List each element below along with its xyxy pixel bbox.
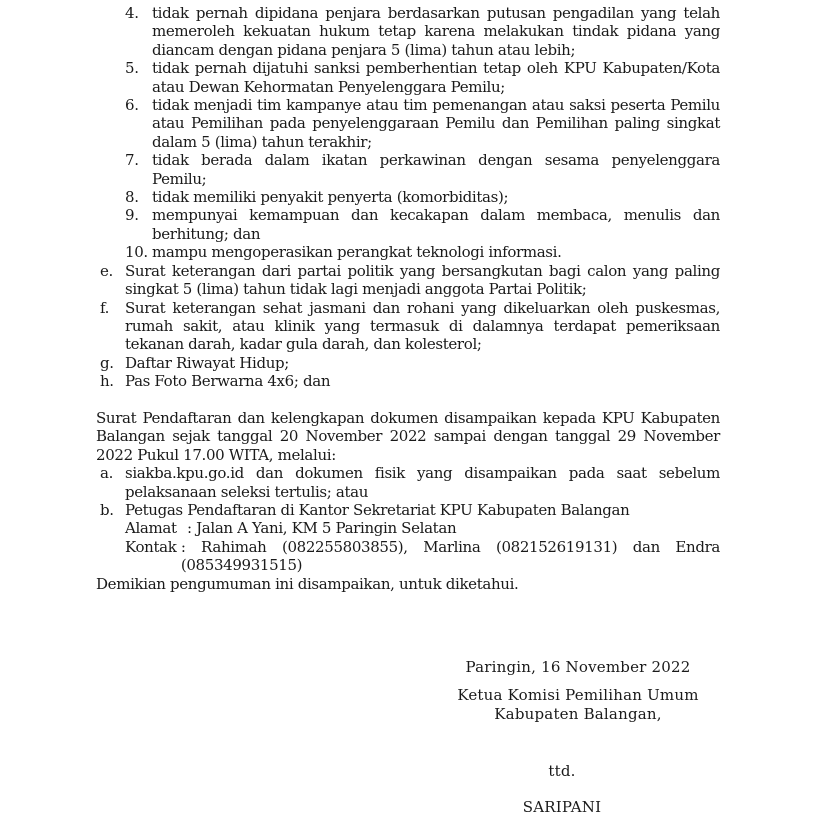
list-item [125,243,720,261]
item-text: Surat keterangan dari partai politik yang bersangkutan bagi calon yang paling singkat 5 (lima) tahun tidak lagi menjadi anggota Partai Politik; [125,261,720,299]
item-text: tidak memiliki penyakit penyerta (komorbiditas); [152,188,509,207]
item-letter: b. [100,500,114,519]
signature-place-date: Paringin, 16 November 2022 [465,658,691,676]
list-item [125,4,720,59]
item-letter: f. [100,298,110,317]
item-number: 5. [125,59,139,78]
signature-ttd: ttd. [548,762,576,780]
list-item [96,299,720,354]
item-text: tidak pernah dijatuhi sanksi pemberhentian tetap oleh KPU Kabupaten/Kota atau Dewan Kehormatan Penyelenggara Pemilu; [152,59,720,96]
contact-row [125,538,720,575]
address-row [125,519,720,537]
submission-intro: Surat Pendaftaran dan kelengkapan dokumen disampaikan kepada KPU Kabupaten Balangan sejak tanggal 20 November 2022 sampai dengan tanggal 29 November 2022 Pukul 17.00 WITA, melalui: [96,408,720,464]
list-item [125,206,720,243]
signature-title-line2: Kabupaten Balangan, [494,705,662,723]
signatory-name: SARIPANI [522,798,602,816]
documents-letter-list [96,262,720,391]
list-item [96,464,720,501]
list-item [125,96,720,151]
address-label: Alamat [125,519,177,538]
item-text: Pas Foto Berwarna 4x6; dan [125,372,331,391]
item-letter: g. [100,353,114,372]
contact-value: : Rahimah (082255803855), Marlina (082152619131) dan Endra (085349931515) [180,537,720,575]
address-value: : Jalan A Yani, KM 5 Paringin Selatan [187,519,457,538]
item-letter: h. [100,372,114,391]
list-item [125,59,720,96]
contact-label: Kontak [125,537,177,556]
item-text: Petugas Pendaftaran di Kantor Sekretariat KPU Kabupaten Balangan [125,500,630,519]
item-text: tidak menjadi tim kampanye atau tim pemenangan atau saksi peserta Pemilu atau Pemilihan pada penyelenggaraan Pemilu dan Pemilihan paling singkat dalam 5 (lima) tahun terakhir; [152,96,720,151]
submission-options-list [96,464,720,574]
spacer [96,391,720,409]
list-item [96,354,720,372]
item-number: 7. [125,151,139,170]
item-letter: e. [100,261,113,280]
list-item [125,188,720,206]
item-number: 8. [125,188,139,207]
item-number: 4. [125,4,139,22]
signature-title-line1: Ketua Komisi Pemilihan Umum [457,686,699,704]
item-text: mampu mengoperasikan perangkat teknologi informasi. [152,243,562,262]
item-letter: a. [100,464,114,483]
requirements-numbered-list [125,4,720,262]
list-item [96,372,720,390]
list-item [96,501,720,575]
list-item [96,262,720,299]
closing-statement: Demikian pengumuman ini disampaikan, untuk diketahui. [96,574,519,593]
item-text: Daftar Riwayat Hidup; [125,353,289,372]
item-number: 6. [125,96,139,115]
item-text: tidak pernah dipidana penjara berdasarkan putusan pengadilan yang telah memeroleh kekuatan hukum tetap karena melakukan tindak pidana yang diancam dengan pidana penjara 5 (lima) tahun atau lebih; [152,4,720,59]
signature-title [440,686,716,724]
item-text: mempunyai kemampuan dan kecakapan dalam membaca, menulis dan berhitung; dan [152,206,720,243]
document-body [96,4,720,593]
item-text: tidak berada dalam ikatan perkawinan dengan sesama penyelenggara Pemilu; [152,151,720,188]
item-text: siakba.kpu.go.id dan dokumen fisik yang disampaikan pada saat sebelum pelaksanaan seleksi tertulis; atau [125,464,720,501]
item-number: 9. [125,206,139,225]
item-text: Surat keterangan sehat jasmani dan rohani yang dikeluarkan oleh puskesmas, rumah sakit, atau klinik yang termasuk di dalamnya terdapat pemeriksaan tekanan darah, kadar gula darah, dan kolesterol; [125,298,720,354]
list-item [125,151,720,188]
item-number: 10. [125,243,148,262]
